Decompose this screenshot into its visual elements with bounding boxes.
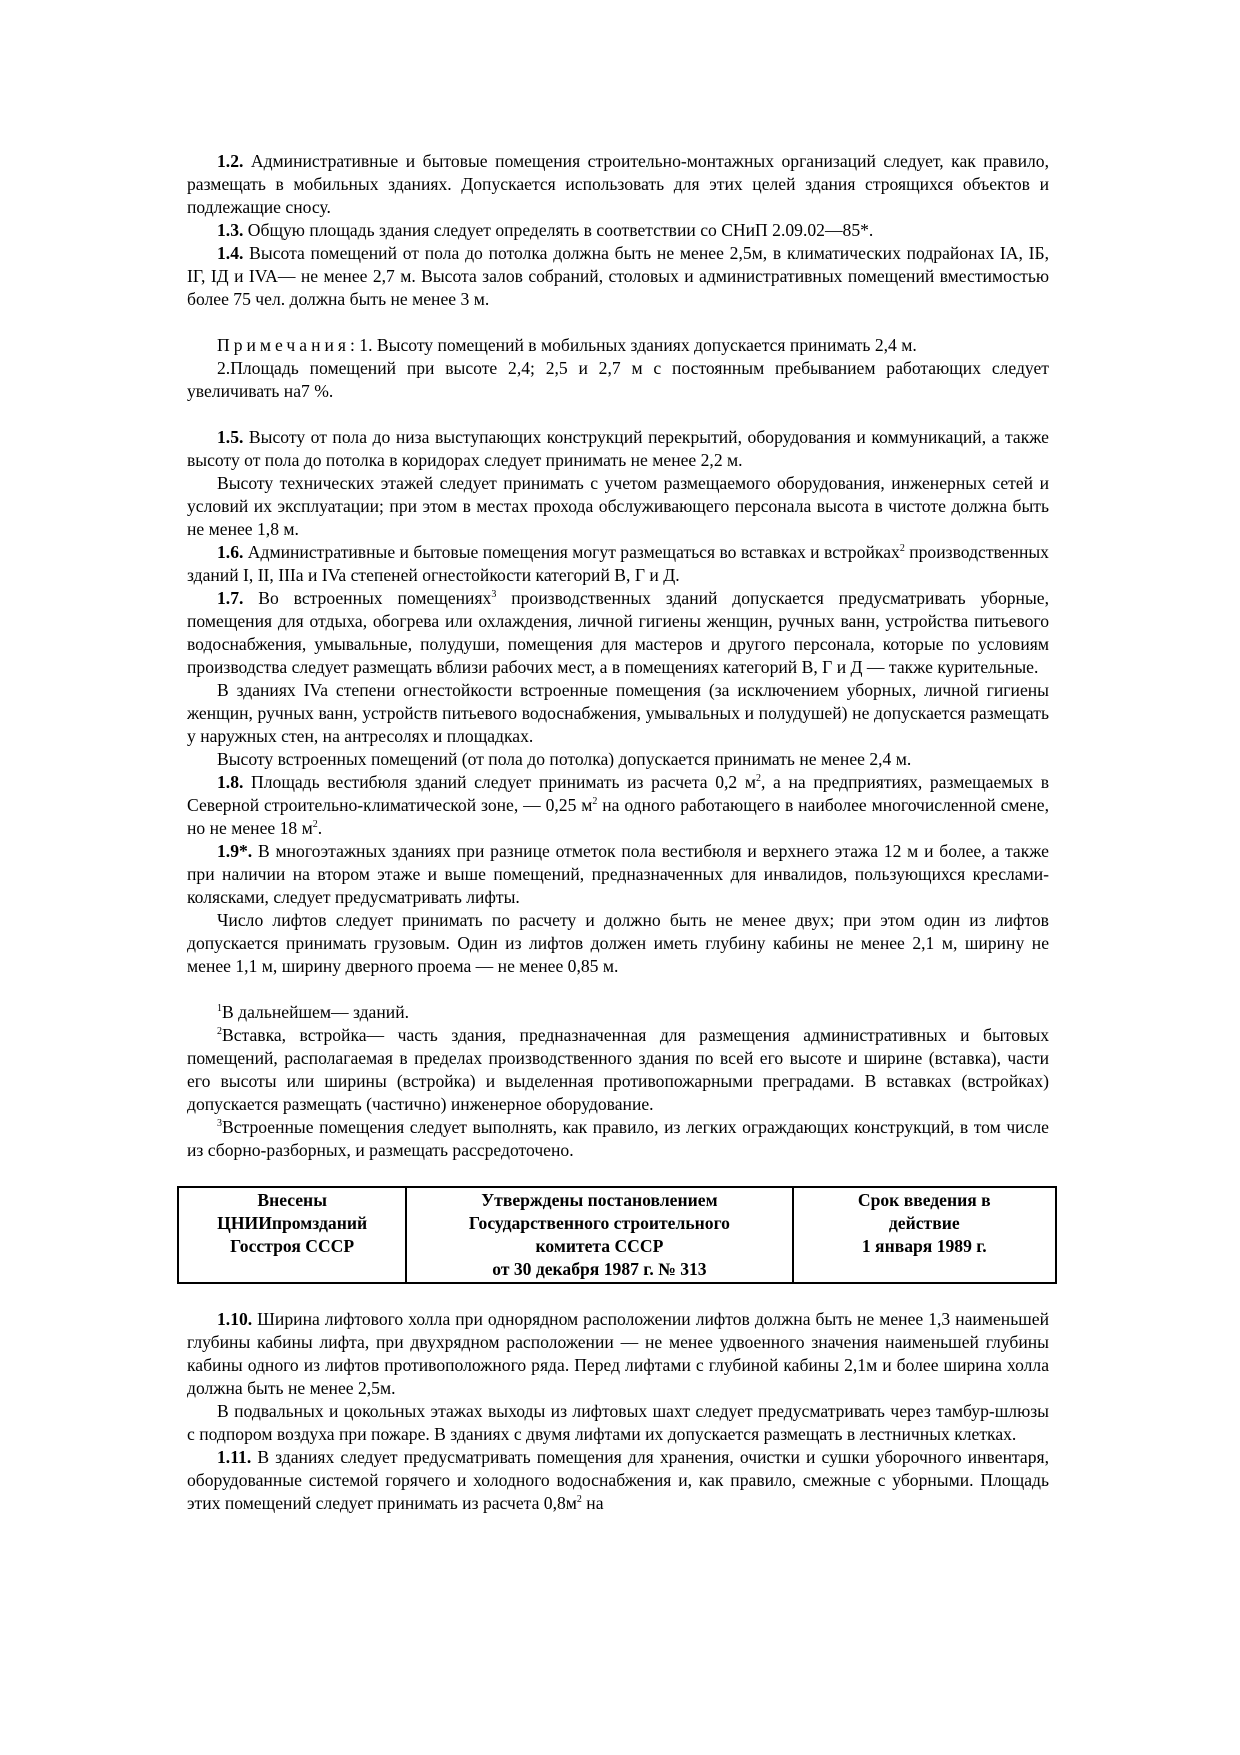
document-info-table xyxy=(177,1186,1057,1284)
paragraph-1-2: 1.2. Административные и бытовые помещения строительно-монтажных организаций следует, как правило, размещать в мобильных зданиях. Допускается использовать для этих целей здания строящихся объектов и подлежащие сносу. xyxy=(187,151,1049,217)
footnote-2: $^2$Вставка, встройка— часть здания, предназначенная для размещения административных и бытовых помещений, располагаемая в пределах производственного здания по всей его высоте и ширине (вставка), части его высоты или ширины (встройка) и выделенная противопожарными преградами. В вставках (встройках) допускается размещать (частично) инженерное оборудование. xyxy=(187,1025,1049,1114)
note-1: Примечания: 1. Высоту помещений в мобильных зданиях допускается принимать 2,4 м. xyxy=(217,335,917,355)
paragraph-1-10: 1.10. Ширина лифтового холла при однорядном расположении лифтов должна быть не менее 1,3 наименьшей глубины кабины лифта, при двухрядном расположении — не менее удвоенного значения наименьшей глубины кабины одного из лифтов противоположного ряда. Перед лифтами с глубиной кабины 2,1м и более ширина холла должна быть не менее 2,5м. xyxy=(187,1309,1049,1398)
document-page xyxy=(187,150,1049,1515)
paragraph-1-9: 1.9*. В многоэтажных зданиях при разнице отметок пола вестибюля и верхнего этажа 12 м и более, а также при наличии на втором этаже и выше помещений, предназначенных для инвалидов, пользующихся креслами-колясками, следует предусматривать лифты. xyxy=(187,841,1049,907)
paragraph-1-7-cont2: Высоту встроенных помещений (от пола до потолка) допускается принимать не менее 2,4 м. xyxy=(217,749,912,769)
paragraph-1-7-cont: В зданиях IVa степени огнестойкости встроенные помещения (за исключением уборных, личной гигиены женщин, ручных ванн, устройств питьевого водоснабжения, умывальных и полудушей) не допускается размещать у наружных стен, на антресолях и площадках. xyxy=(187,680,1049,746)
effective-date-cell: Срок введения в действие 1 января 1989 г. xyxy=(793,1187,1056,1283)
paragraph-1-5: 1.5. Высоту от пола до низа выступающих конструкций перекрытий, оборудования и коммуникаций, а также высоту от пола до потолка в коридорах следует принимать не менее 2,2 м. xyxy=(187,427,1049,470)
paragraph-1-11: 1.11. В зданиях следует предусматривать помещения для хранения, очистки и сушки уборочного инвентаря, оборудованные системой горячего и холодного водоснабжения и, как правило, смежные с уборными. Площадь этих помещений следует принимать из расчета $0,8м^2$ на xyxy=(187,1447,1049,1513)
introduced-by-cell: Внесены ЦНИИпромзданий Госстроя СССР xyxy=(178,1187,406,1283)
paragraph-1-4: 1.4. Высота помещений от пола до потолка должна быть не менее 2,5м, в климатических подрайонах IA, IБ, IГ, IД и IVA— не менее 2,7 м. Высота залов собраний, столовых и административных помещений вместимостью более 75 чел. должна быть не менее 3 м. xyxy=(187,243,1049,309)
footnote-1: $^1$В дальнейшем— зданий. xyxy=(217,1002,410,1022)
note-2: 2.Площадь помещений при высоте 2,4; 2,5 и 2,7 м с постоянным пребыванием работающих следует увеличивать на7 %. xyxy=(187,358,1049,401)
footnotes xyxy=(187,1001,1049,1162)
paragraph-1-8: 1.8. Площадь вестибюля зданий следует принимать из расчета 0,2 $м^2$, а на предприятиях, размещаемых в Северной строительно-климатической зоне, — 0,25 $м^2$ на одного работающего в наиболее многочисленной смене, но не менее 18 $м^2$. xyxy=(187,772,1050,838)
paragraph-1-6: 1.6. Административные и бытовые помещения могут размещаться во вставках и встройках$^2$ производственных зданий I, II, IIIa и IVa степеней огнестойкости категорий В, Г и Д. xyxy=(187,542,1049,585)
footnote-3: $^3$Встроенные помещения следует выполнять, как правило, из легких ограждающих конструкций, в том числе из сборно-разборных, и размещать рассредоточено. xyxy=(187,1117,1049,1160)
paragraph-1-10-cont: В подвальных и цокольных этажах выходы из лифтовых шахт следует предусматривать через тамбур-шлюзы с подпором воздуха при пожаре. В зданиях с двумя лифтами их допускается размещать в лестничных клетках. xyxy=(187,1401,1049,1444)
paragraph-1-9-cont: Число лифтов следует принимать по расчету и должно быть не менее двух; при этом один из лифтов допускается принимать грузовым. Один из лифтов должен иметь глубину кабины не менее 2,1 м, ширину не менее 1,1 м, ширину дверного проема — не менее 0,85 м. xyxy=(187,910,1049,976)
approved-by-cell: Утверждены постановлением Государственного строительного комитета СССР от 30 декабря 1987 г. № 313 xyxy=(406,1187,792,1283)
notes-label: Примечания xyxy=(217,335,351,355)
paragraph-1-3: 1.3. Общую площадь здания следует определять в соответствии со СНиП 2.09.02—85*. xyxy=(217,220,874,240)
paragraph-1-5-cont: Высоту технических этажей следует принимать с учетом размещаемого оборудования, инженерных сетей и условий их эксплуатации; при этом в местах прохода обслуживающего персонала высота в чистоте должна быть не менее 1,8 м. xyxy=(187,473,1049,539)
paragraph-1-7: 1.7. Во встроенных помещениях$^3$ производственных зданий допускается предусматривать уборные, помещения для отдыха, обогрева или охлаждения, личной гигиены женщин, ручных ванн, устройства питьевого водоснабжения, умывальные, полудуши, помещения для мастеров и другого персонала, которые по условиям производства следует размещать вблизи рабочих мест, а в помещениях категорий В, Г и Д — также курительные. xyxy=(187,588,1050,677)
